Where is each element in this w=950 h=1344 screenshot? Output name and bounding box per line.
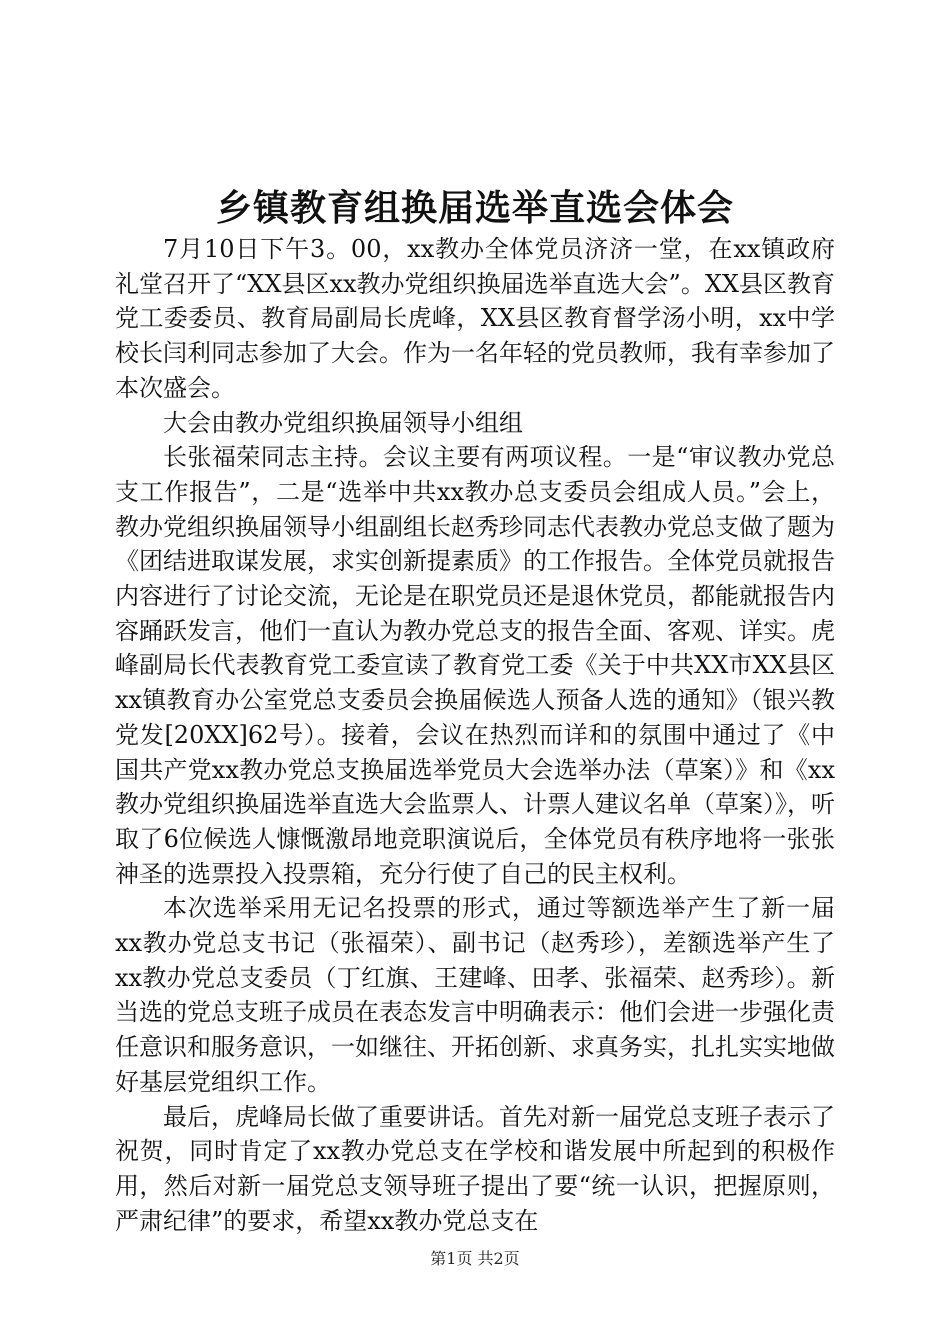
paragraph: 7月10日下午3。00，xx教办全体党员济济一堂，在xx镇政府礼堂召开了“XX县区xx教办党组织换届选举直选大会”。XX县区教育党工委委员、教育局副局长虎峰，XX县区教育督学汤小明，xx中学校长闫利同志参加了大会。作为一名年轻的党员教师，我有幸参加了本次盛会。 bbox=[115, 235, 835, 402]
paragraph: 大会由教办党组织换届领导小组组 bbox=[163, 408, 523, 437]
document-body bbox=[115, 232, 835, 1238]
paragraph: 最后，虎峰局长做了重要讲话。首先对新一届党总支班子表示了祝贺，同时肯定了xx教办党总支在学校和谐发展中所起到的积极作用，然后对新一届党总支领导班子提出了要“统一认识，把握原则，严肃纪律”的要求，希望xx教办党总支在 bbox=[115, 1102, 835, 1235]
page-footer: 第1页 共2页 bbox=[430, 1249, 520, 1268]
page-title: 乡镇教育组换届选举直选会体会 bbox=[215, 188, 734, 229]
paragraph: 本次选举采用无记名投票的形式，通过等额选举产生了新一届xx教办党总支书记（张福荣）、副书记（赵秀珍），差额选举产生了xx教办党总支委员（丁红旗、王建峰、田孝、张福荣、赵秀珍）。新当选的党总支班子成员在表态发言中明确表示：他们会进一步强化责任意识和服务意识，一如继往、开拓创新、求真务实，扎扎实实地做好基层党组织工作。 bbox=[115, 894, 835, 1096]
paragraph: 长张福荣同志主持。会议主要有两项议程。一是“审议教办党总支工作报告”，二是“选举中共xx教办总支委员会组成人员。”会上，教办党组织换届领导小组副组长赵秀珍同志代表教办党总支做了题为《团结进取谋发展，求实创新提素质》的工作报告。全体党员就报告内容进行了讨论交流，无论是在职党员还是退休党员，都能就报告内容踊跃发言，他们一直认为教办党总支的报告全面、客观、详实。虎峰副局长代表教育党工委宣读了教育党工委《关于中共XX市XX县区xx镇教育办公室党总支委员会换届候选人预备人选的通知》（银兴教党发[20XX]62号）。接着，会议在热烈而详和的氛围中通过了《中国共产党xx教办党总支换届选举党员大会选举办法（草案）》和《xx教办党组织换届选举直选大会监票人、计票人建议名单（草案）》，听取了6位候选人慷慨激昂地竞职演说后，全体党员有秩序地将一张张神圣的选票投入投票箱，充分行使了自己的民主权利。 bbox=[115, 443, 835, 888]
